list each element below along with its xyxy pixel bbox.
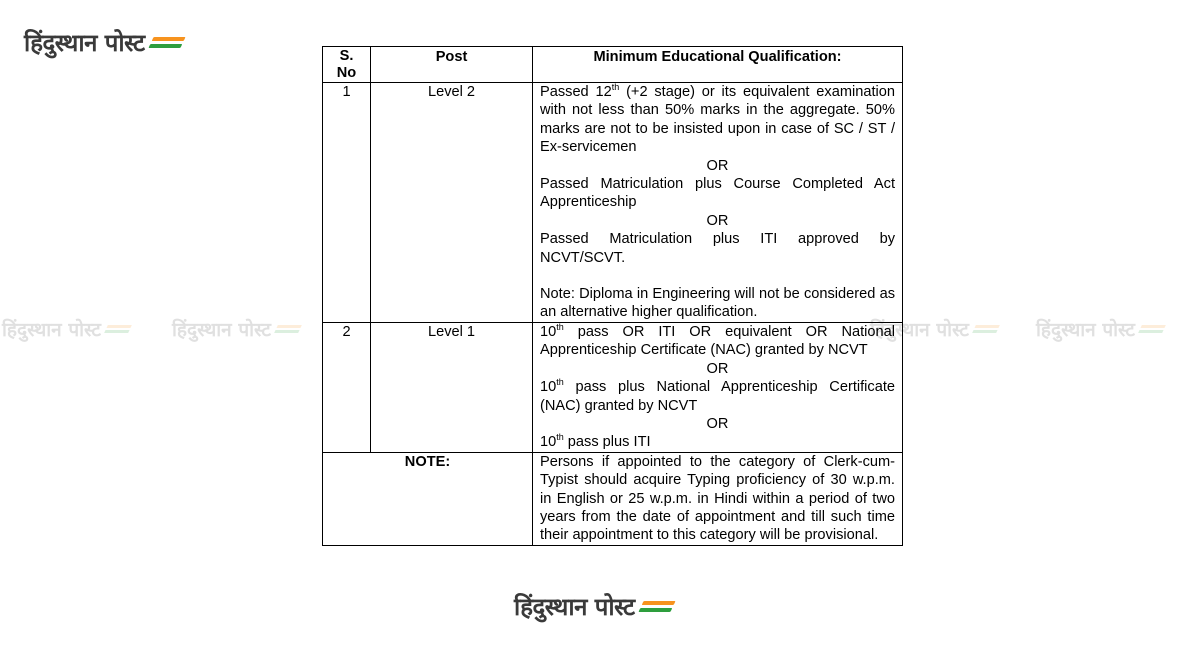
logo-text: हिंदुस्थान पोस्ट (514, 592, 635, 621)
qualification-table (322, 46, 903, 546)
site-logo (24, 26, 183, 59)
tricolor-stripes-icon (638, 601, 675, 612)
qualification-option: Passed Matriculation plus Course Completed Act Apprenticeship (540, 176, 895, 211)
qualification-note: Note: Diploma in Engineering will not be considered as an alternative higher qualification. (540, 286, 895, 321)
header-post: Post (371, 47, 533, 83)
tricolor-stripes-icon (148, 37, 185, 48)
qualification-option: 10th pass OR ITI OR equivalent OR National Apprenticeship Certificate (NAC) granted by NCVT (540, 322, 895, 359)
row-post: Level 2 (371, 83, 533, 323)
table-row (323, 322, 903, 452)
header-qualification: Minimum Educational Qualification: (533, 47, 903, 83)
watermark-logo: हिंदुस्थान पोस्ट (1036, 316, 1164, 342)
or-separator: OR (706, 415, 729, 432)
or-separator: OR (706, 212, 729, 229)
qualification-option: Passed Matriculation plus ITI approved by NCVT/SCVT. (540, 231, 895, 266)
row-sno: 1 (323, 83, 371, 323)
header-sno: S. No (323, 47, 371, 83)
table-row (323, 83, 903, 323)
note-row (323, 452, 903, 545)
qualification-option: 10th pass plus National Apprenticeship Certificate (NAC) granted by NCVT (540, 377, 895, 414)
watermark-logo: हिंदुस्थान पोस्ट (172, 316, 300, 342)
row-post: Level 1 (371, 322, 533, 452)
watermark-logo: हिंदुस्थान पोस्ट (870, 316, 998, 342)
qualification-option: Passed 12th (+2 stage) or its equivalent examination with not less than 50% marks in the aggregate. 50% marks are not to be insisted upon in case of SC / ST / Ex-servicemen (540, 82, 895, 156)
row-qualification (533, 83, 903, 323)
note-text: Persons if appointed to the category of Clerk-cum-Typist should acquire Typing proficiency of 30 w.p.m. in English or 25 w.p.m. in Hindi within a period of two years from the date of appointment and till such time their appointment to this category will be provisional. (533, 452, 903, 545)
or-separator: OR (706, 360, 729, 377)
row-qualification (533, 322, 903, 452)
or-separator: OR (706, 157, 729, 174)
note-label: NOTE: (323, 452, 533, 545)
qualification-option: 10th pass plus ITI (540, 432, 651, 451)
watermark-logo: हिंदुस्थान पोस्ट (2, 316, 130, 342)
logo-text: हिंदुस्थान पोस्ट (24, 28, 145, 57)
row-sno: 2 (323, 322, 371, 452)
table-header-row (323, 47, 903, 83)
site-logo-footer (514, 590, 673, 623)
